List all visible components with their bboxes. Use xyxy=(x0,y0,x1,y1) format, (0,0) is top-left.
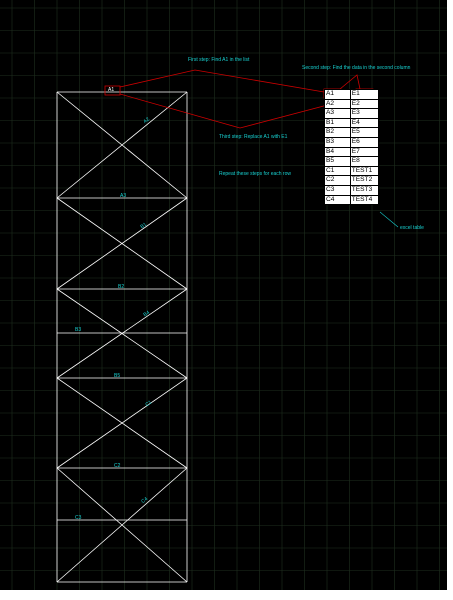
annotation-step2: Second step: Find the data in the second column xyxy=(302,65,411,71)
table-cell-key[interactable]: C3 xyxy=(325,185,351,195)
frame-label-b4[interactable]: B4 xyxy=(142,309,151,319)
table-row xyxy=(325,176,379,186)
table-cell-value[interactable]: TEST1 xyxy=(350,166,378,176)
table-row xyxy=(325,166,379,176)
table-cell-value[interactable]: E5 xyxy=(350,128,378,138)
table-row xyxy=(325,90,379,100)
table-cell-key[interactable]: B2 xyxy=(325,128,351,138)
table-cell-key[interactable]: C4 xyxy=(325,195,351,205)
table-cell-value[interactable]: E4 xyxy=(350,118,378,128)
table-cell-value[interactable]: E6 xyxy=(350,137,378,147)
table-row xyxy=(325,185,379,195)
table-cell-value[interactable]: TEST2 xyxy=(350,176,378,186)
leader-excel-table xyxy=(380,212,398,227)
table-cell-value[interactable]: TEST3 xyxy=(350,185,378,195)
table-row xyxy=(325,147,379,157)
frame-label-c4[interactable]: C4 xyxy=(140,496,150,505)
table-row xyxy=(325,99,379,109)
excel-table-body xyxy=(325,90,379,205)
table-cell-key[interactable]: A2 xyxy=(325,99,351,109)
table-cell-value[interactable]: E7 xyxy=(350,147,378,157)
annotation-repeat: Repeat these steps for each row xyxy=(219,171,291,177)
table-cell-key[interactable]: A1 xyxy=(325,90,351,100)
excel-lookup-table xyxy=(324,89,379,205)
table-cell-value[interactable]: E1 xyxy=(350,90,378,100)
frame-label-b3[interactable]: B3 xyxy=(75,327,82,333)
frame-label-b5[interactable]: B5 xyxy=(114,373,121,379)
frame-label-c2[interactable]: C2 xyxy=(114,463,121,469)
annotation-step1: First step: Find A1 in the list xyxy=(188,57,250,63)
leader-step1 xyxy=(120,70,324,92)
frame-label-a2[interactable]: A2 xyxy=(142,116,151,125)
table-cell-value[interactable]: E8 xyxy=(350,157,378,167)
frame-label-b1[interactable]: B1 xyxy=(139,221,148,231)
frame-label-b2[interactable]: B2 xyxy=(118,284,125,290)
leader-step2 xyxy=(340,75,360,89)
annotation-excel-table: excel table xyxy=(400,225,424,231)
table-row xyxy=(325,195,379,205)
table-cell-value[interactable]: TEST4 xyxy=(350,195,378,205)
table-row xyxy=(325,157,379,167)
table-cell-key[interactable]: B3 xyxy=(325,137,351,147)
table-row xyxy=(325,118,379,128)
table-row xyxy=(325,109,379,119)
table-cell-key[interactable]: C1 xyxy=(325,166,351,176)
table-row xyxy=(325,137,379,147)
table-cell-value[interactable]: E2 xyxy=(350,99,378,109)
table-cell-key[interactable]: A3 xyxy=(325,109,351,119)
frame-label-c1[interactable]: C1 xyxy=(144,399,154,409)
table-cell-key[interactable]: C2 xyxy=(325,176,351,186)
annotation-step3: Third step: Replace A1 with E1 xyxy=(219,134,288,140)
frame-label-a1[interactable]: A1 xyxy=(108,87,115,93)
table-row xyxy=(325,128,379,138)
frame-label-a3[interactable]: A3 xyxy=(120,193,127,199)
table-cell-key[interactable]: B1 xyxy=(325,118,351,128)
table-cell-key[interactable]: B4 xyxy=(325,147,351,157)
table-cell-value[interactable]: E3 xyxy=(350,109,378,119)
frame-label-c3[interactable]: C3 xyxy=(75,515,82,521)
table-cell-key[interactable]: B5 xyxy=(325,157,351,167)
leader-step3 xyxy=(120,94,358,128)
